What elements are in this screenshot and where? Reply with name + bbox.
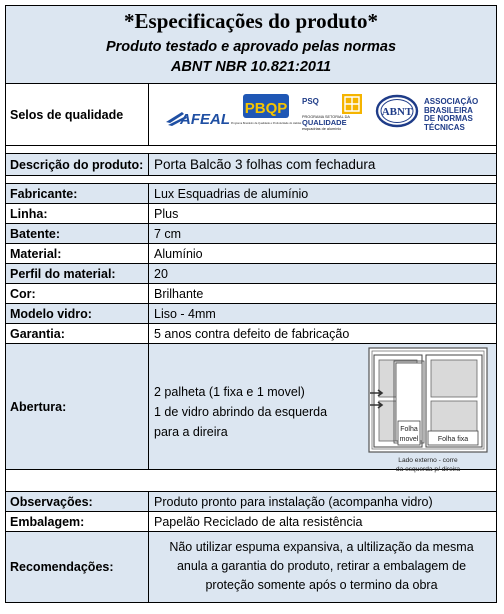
abnt-logo xyxy=(375,94,419,128)
vidro-value: Liso - 4mm xyxy=(154,306,216,321)
spec-header xyxy=(5,5,497,84)
door-diagram xyxy=(368,347,488,479)
row-batente xyxy=(5,224,497,244)
folha-movel-label-2: movel xyxy=(399,436,419,443)
perfil-value: 20 xyxy=(154,266,168,281)
abertura-text xyxy=(154,382,327,442)
garantia-label: Garantia: xyxy=(6,324,149,343)
fabricante-label: Fabricante: xyxy=(6,184,149,203)
pbqp-caption: Programa Brasileiro da Qualidade e Produtividade do Habitat xyxy=(230,122,302,125)
spacer-row xyxy=(5,470,497,492)
row-garantia xyxy=(5,324,497,344)
row-abertura xyxy=(5,344,497,473)
abnt-text: ABNT xyxy=(381,106,413,118)
folha-fixa-label: Folha fixa xyxy=(437,436,469,443)
cor-value: Brilhante xyxy=(154,286,204,301)
row-cor xyxy=(5,284,497,304)
material-value: Alumínio xyxy=(154,246,203,261)
psq-caption2: QUALIDADE xyxy=(302,118,347,127)
seals-label: Selos de qualidade xyxy=(6,84,149,145)
fabricante-value: Lux Esquadrias de alumínio xyxy=(154,186,309,201)
diagram-caption-2: da esquerda p/ direira xyxy=(395,466,461,473)
psq-logo xyxy=(300,92,366,132)
row-seals xyxy=(5,84,497,146)
garantia-value: 5 anos contra defeito de fabricação xyxy=(154,326,350,341)
observacoes-label: Observações: xyxy=(6,492,149,511)
cor-label: Cor: xyxy=(6,284,149,303)
row-vidro xyxy=(5,304,497,324)
afeal-text: AFEAL xyxy=(180,111,230,128)
psq-text: PSQ xyxy=(302,97,319,106)
embalagem-label: Embalagem: xyxy=(6,512,149,531)
observacoes-value: Produto pronto para instalação (acompanha vidro) xyxy=(154,494,433,509)
abertura-label: Abertura: xyxy=(6,344,149,469)
batente-value: 7 cm xyxy=(154,226,182,241)
embalagem-value: Papelão Reciclado de alta resistência xyxy=(154,514,363,529)
abnt-full-name: ASSOCIAÇÃO BRASILEIRA DE NORMAS TÉCNICAS xyxy=(424,97,479,132)
page-title: *Especificações do produto* xyxy=(124,9,378,33)
header-subtitle-line2: ABNT NBR 10.821:2011 xyxy=(170,59,332,75)
linha-value: Plus xyxy=(154,206,179,221)
psq-caption1: PROGRAMA SETORIAL DA xyxy=(302,115,350,119)
row-perfil xyxy=(5,264,497,284)
pbqp-logo xyxy=(230,92,302,132)
row-descricao xyxy=(5,154,497,176)
header-subtitle-line1: Produto testado e aprovado pelas normas xyxy=(105,39,397,55)
descricao-label: Descrição do produto: xyxy=(6,154,149,175)
abertura-line2: 1 de vidro abrindo da esquerda xyxy=(154,405,328,419)
row-linha xyxy=(5,204,497,224)
recomendacoes-value: Não utilizar espuma expansiva, a ultilização da mesma anula a garantia do produto, retirar a embalagem de proteção somente após o termino da obra xyxy=(169,540,474,592)
spacer-row xyxy=(5,146,497,154)
psq-caption3: esquadrias de alumínio xyxy=(302,127,342,131)
descricao-value: Porta Balcão 3 folhas com fechadura xyxy=(154,157,376,172)
row-recomendacoes xyxy=(5,532,497,603)
vidro-label: Modelo vidro: xyxy=(6,304,149,323)
pbqp-text: PBQP xyxy=(244,100,288,117)
afeal-logo xyxy=(164,104,238,128)
linha-label: Linha: xyxy=(6,204,149,223)
row-material xyxy=(5,244,497,264)
abertura-line3: para a direira xyxy=(154,425,228,439)
row-embalagem xyxy=(5,512,497,532)
abertura-line1: 2 palheta (1 fixa e 1 movel) xyxy=(154,385,305,399)
diagram-caption-1: Lado externo - corre xyxy=(398,457,458,464)
spacer-row xyxy=(5,176,497,184)
spec-sheet xyxy=(5,5,498,605)
batente-label: Batente: xyxy=(6,224,149,243)
row-observacoes xyxy=(5,492,497,512)
material-label: Material: xyxy=(6,244,149,263)
recomendacoes-label: Recomendações: xyxy=(6,532,149,602)
row-fabricante xyxy=(5,184,497,204)
folha-movel-label-1: Folha xyxy=(400,426,418,433)
perfil-label: Perfil do material: xyxy=(6,264,149,283)
seals-logos xyxy=(149,84,496,145)
